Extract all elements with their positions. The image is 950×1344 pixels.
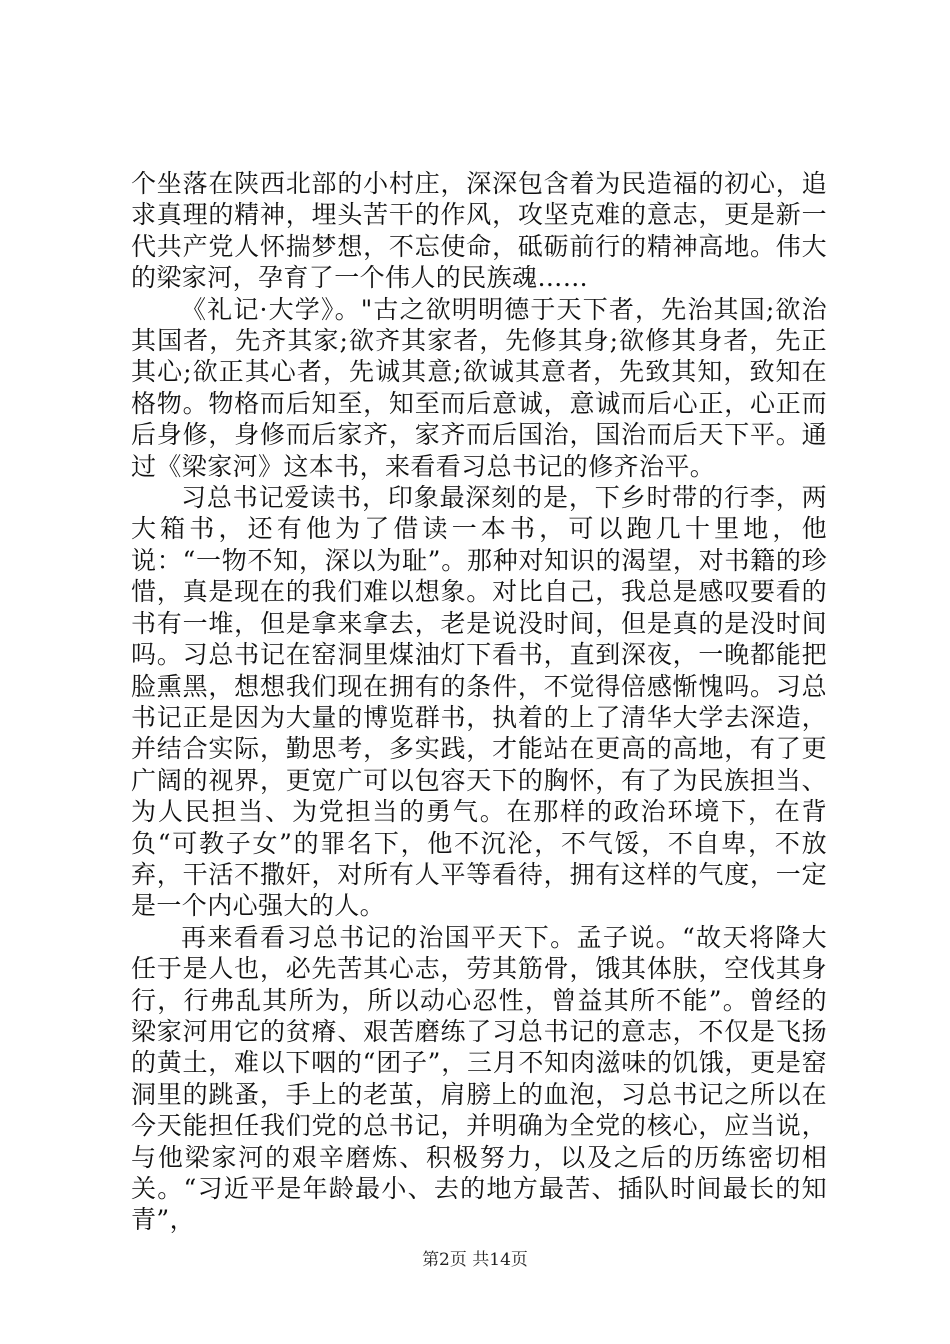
- paragraph-4: 再来看看习总书记的治国平天下。孟子说。“故天将降大任于是人也，必先苦其心志，劳其筋骨，饿其体肤，空伐其身行，行弗乱其所为，所以动心忍性，曾益其所不能”。曾经的梁家河用它的贫瘠、艰苦磨练了习总书记的意志，不仅是飞扬的黄土，难以下咽的“团子”，三月不知肉滋味的饥饿，更是窑洞里的跳蚤，手上的老茧，肩膀上的血泡，习总书记之所以在今天能担任我们党的总书记，并明确为全党的核心，应当说，与他梁家河的艰辛磨炼、积极努力，以及之后的历练密切相关。“习近平是年龄最小、去的地方最苦、插队时间最长的知青”，: [131, 922, 827, 1235]
- document-body: [131, 168, 827, 1236]
- paragraph-2: 《礼记·大学》。"古之欲明明德于天下者，先治其国;欲治其国者，先齐其家;欲齐其家者，先修其身;欲修其身者，先正其心;欲正其心者，先诚其意;欲诚其意者，先致其知，致知在格物。物格而后知至，知至而后意诚，意诚而后心正，心正而后身修，身修而后家齐，家齐而后国治，国治而后天下平。通过《梁家河》这本书，来看看习总书记的修齐治平。: [131, 294, 827, 481]
- paragraph-3: 习总书记爱读书，印象最深刻的是，下乡时带的行李，两大箱书，还有他为了借读一本书，可以跑几十里地，他说：“一物不知，深以为耻”。那种对知识的渴望，对书籍的珍惜，真是现在的我们难以想象。对比自己，我总是感叹要看的书有一堆，但是拿来拿去，老是说没时间，但是真的是没时间吗。习总书记在窑洞里煤油灯下看书，直到深夜，一晚都能把脸熏黑，想想我们现在拥有的条件，不觉得倍感惭愧吗。习总书记正是因为大量的博览群书，执着的上了清华大学去深造，并结合实际，勤思考，多实践，才能站在更高的高地，有了更广阔的视界，更宽广可以包容天下的胸怀，有了为民族担当、为人民担当、为党担当的勇气。在那样的政治环境下，在背负“可教子女”的罪名下，他不沉沦，不气馁，不自卑，不放弃，干活不撒奸，对所有人平等看待，拥有这样的气度，一定是一个内心强大的人。: [131, 483, 827, 921]
- page-footer: 第2页 共14页: [422, 1250, 528, 1270]
- paragraph-1: 个坐落在陕西北部的小村庄，深深包含着为民造福的初心，追求真理的精神，埋头苦干的作风，攻坚克难的意志，更是新一代共产党人怀揣梦想，不忘使命，砥砺前行的精神高地。伟大的梁家河，孕育了一个伟人的民族魂……: [131, 169, 827, 293]
